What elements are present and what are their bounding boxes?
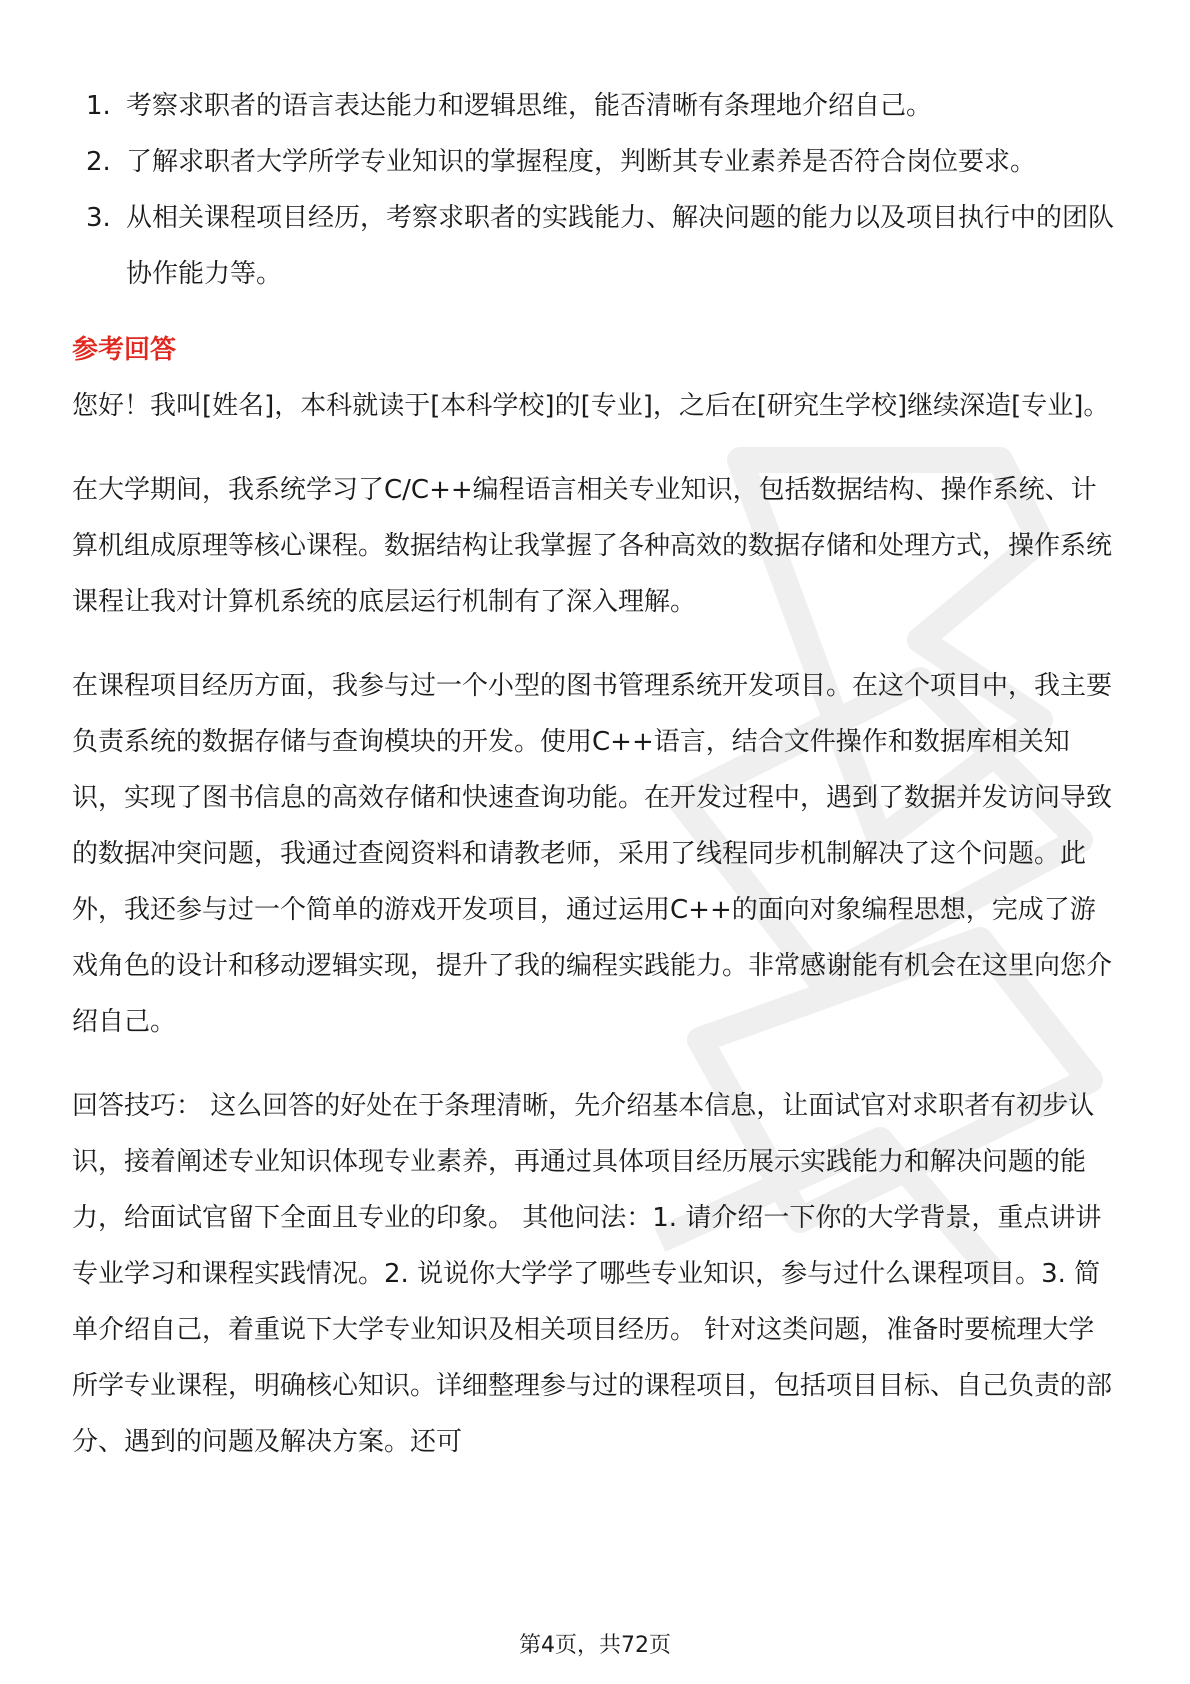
list-text: 了解求职者大学所学专业知识的掌握程度，判断其专业素养是否符合岗位要求。 [126, 147, 1037, 177]
answer-tips-paragraph: 回答技巧： 这么回答的好处在于条理清晰，先介绍基本信息，让面试官对求职者有初步认识，接着阐述专业知识体现专业素养，再通过具体项目经历展示实践能力和解决问题的能力，给面试官留下全面且专业的印象。 其他问法：1. 请介绍一下你的大学背景，重点讲讲专业学习和课程实践情况。2. 说说你大学学了哪些专业知识，参与过什么课程项目。3. 简单介绍自己，着重说下大学专业知识及相关项目经历。 针对这类问题，准备时要梳理大学所学专业课程，明确核心知识。详细整理参与过的课程项目，包括项目目标、自己负责的部分、遇到的问题及解决方案。还可 [72, 1091, 1113, 1457]
list-item [72, 190, 1117, 302]
list-number: 3. [86, 203, 111, 233]
purpose-list [72, 78, 1117, 302]
page-number-footer: 第4页，共72页 [519, 1633, 671, 1658]
answer-paragraph-study: 在大学期间，我系统学习了C/C++编程语言相关专业知识，包括数据结构、操作系统、计算机组成原理等核心课程。数据结构让我掌握了各种高效的数据存储和处理方式，操作系统课程让我对计算机系统的底层运行机制有了深入理解。 [72, 475, 1113, 617]
list-text: 从相关课程项目经历，考察求职者的实践能力、解决问题的能力以及项目执行中的团队协作能力等。 [126, 203, 1115, 289]
list-text: 考察求职者的语言表达能力和逻辑思维，能否清晰有条理地介绍自己。 [126, 91, 933, 121]
paragraph-spacer [72, 1050, 1117, 1078]
section-heading: 参考回答 [72, 335, 177, 365]
paragraph-spacer [72, 434, 1117, 462]
list-number: 1. [86, 91, 111, 121]
paragraph-spacer [72, 630, 1117, 658]
list-number: 2. [86, 147, 111, 177]
answer-paragraph-projects: 在课程项目经历方面，我参与过一个小型的图书管理系统开发项目。在这个项目中，我主要负责系统的数据存储与查询模块的开发。使用C++语言，结合文件操作和数据库相关知识，实现了图书信息的高效存储和快速查询功能。在开发过程中，遇到了数据并发访问导致的数据冲突问题，我通过查阅资料和请教老师，采用了线程同步机制解决了这个问题。此外，我还参与过一个简单的游戏开发项目，通过运用C++的面向对象编程思想，完成了游戏角色的设计和移动逻辑实现，提升了我的编程实践能力。非常感谢能有机会在这里向您介绍自己。 [72, 671, 1113, 1037]
document-body [72, 78, 1117, 1470]
list-item [72, 134, 1117, 190]
list-item [72, 78, 1117, 134]
answer-paragraph-intro: 您好！我叫[姓名]，本科就读于[本科学校]的[专业]，之后在[研究生学校]继续深造[专业]。 [72, 391, 1110, 421]
